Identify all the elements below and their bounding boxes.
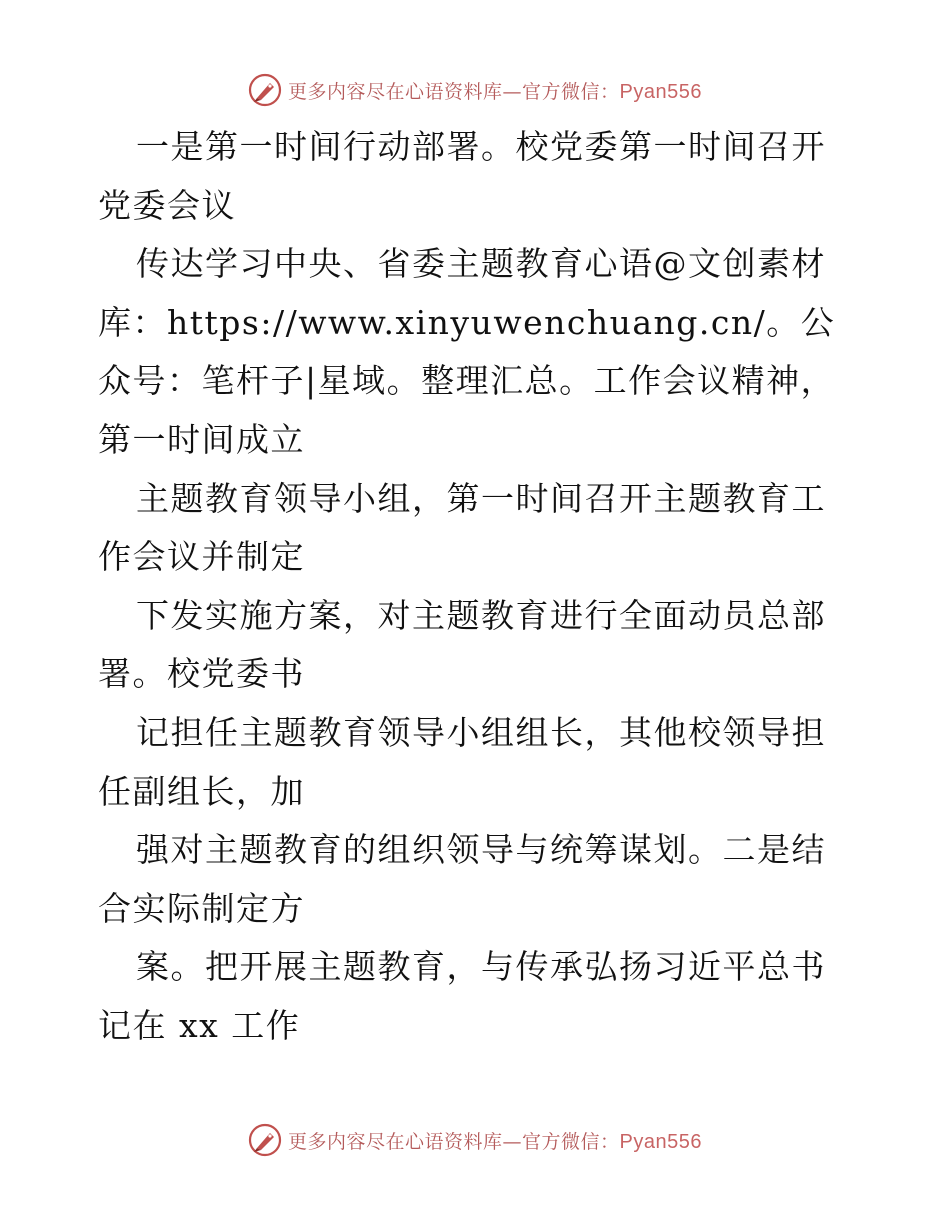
banner-prefix: 更多内容尽在心语资料库—官方微信： <box>288 1130 620 1153</box>
pen-nib-icon <box>248 1123 282 1157</box>
paragraph: 强对主题教育的组织领导与统筹谋划。二是结合实际制定方 <box>98 830 826 928</box>
banner-wechat-id: Pyan556 <box>619 80 702 103</box>
footer-banner <box>0 1120 950 1160</box>
header-banner <box>0 70 950 110</box>
banner-prefix: 更多内容尽在心语资料库—官方微信： <box>288 80 620 103</box>
banner-text <box>288 77 702 104</box>
paragraph: 主题教育领导小组，第一时间召开主题教育工作会议并制定 <box>98 478 826 577</box>
document-body <box>98 118 858 1056</box>
banner-text <box>288 1127 702 1154</box>
paragraph: 记担任主题教育领导小组组长，其他校领导担任副组长，加 <box>98 712 826 811</box>
paragraph: 下发实施方案，对主题教育进行全面动员总部署。校党委书 <box>98 595 826 694</box>
paragraph: 传达学习中央、省委主题教育心语@文创素材库：https://www.xinyuwenchuang.cn/。公众号：笔杆子|星域。整理汇总。工作会议精神，第一时间成立 <box>98 244 836 459</box>
paragraph: 一是第一时间行动部署。校党委第一时间召开党委会议 <box>98 127 826 225</box>
pen-nib-icon <box>248 73 282 107</box>
banner-wechat-id: Pyan556 <box>619 1130 702 1153</box>
paragraph: 案。把开展主题教育，与传承弘扬习近平总书记在 xx 工作 <box>98 947 826 1045</box>
